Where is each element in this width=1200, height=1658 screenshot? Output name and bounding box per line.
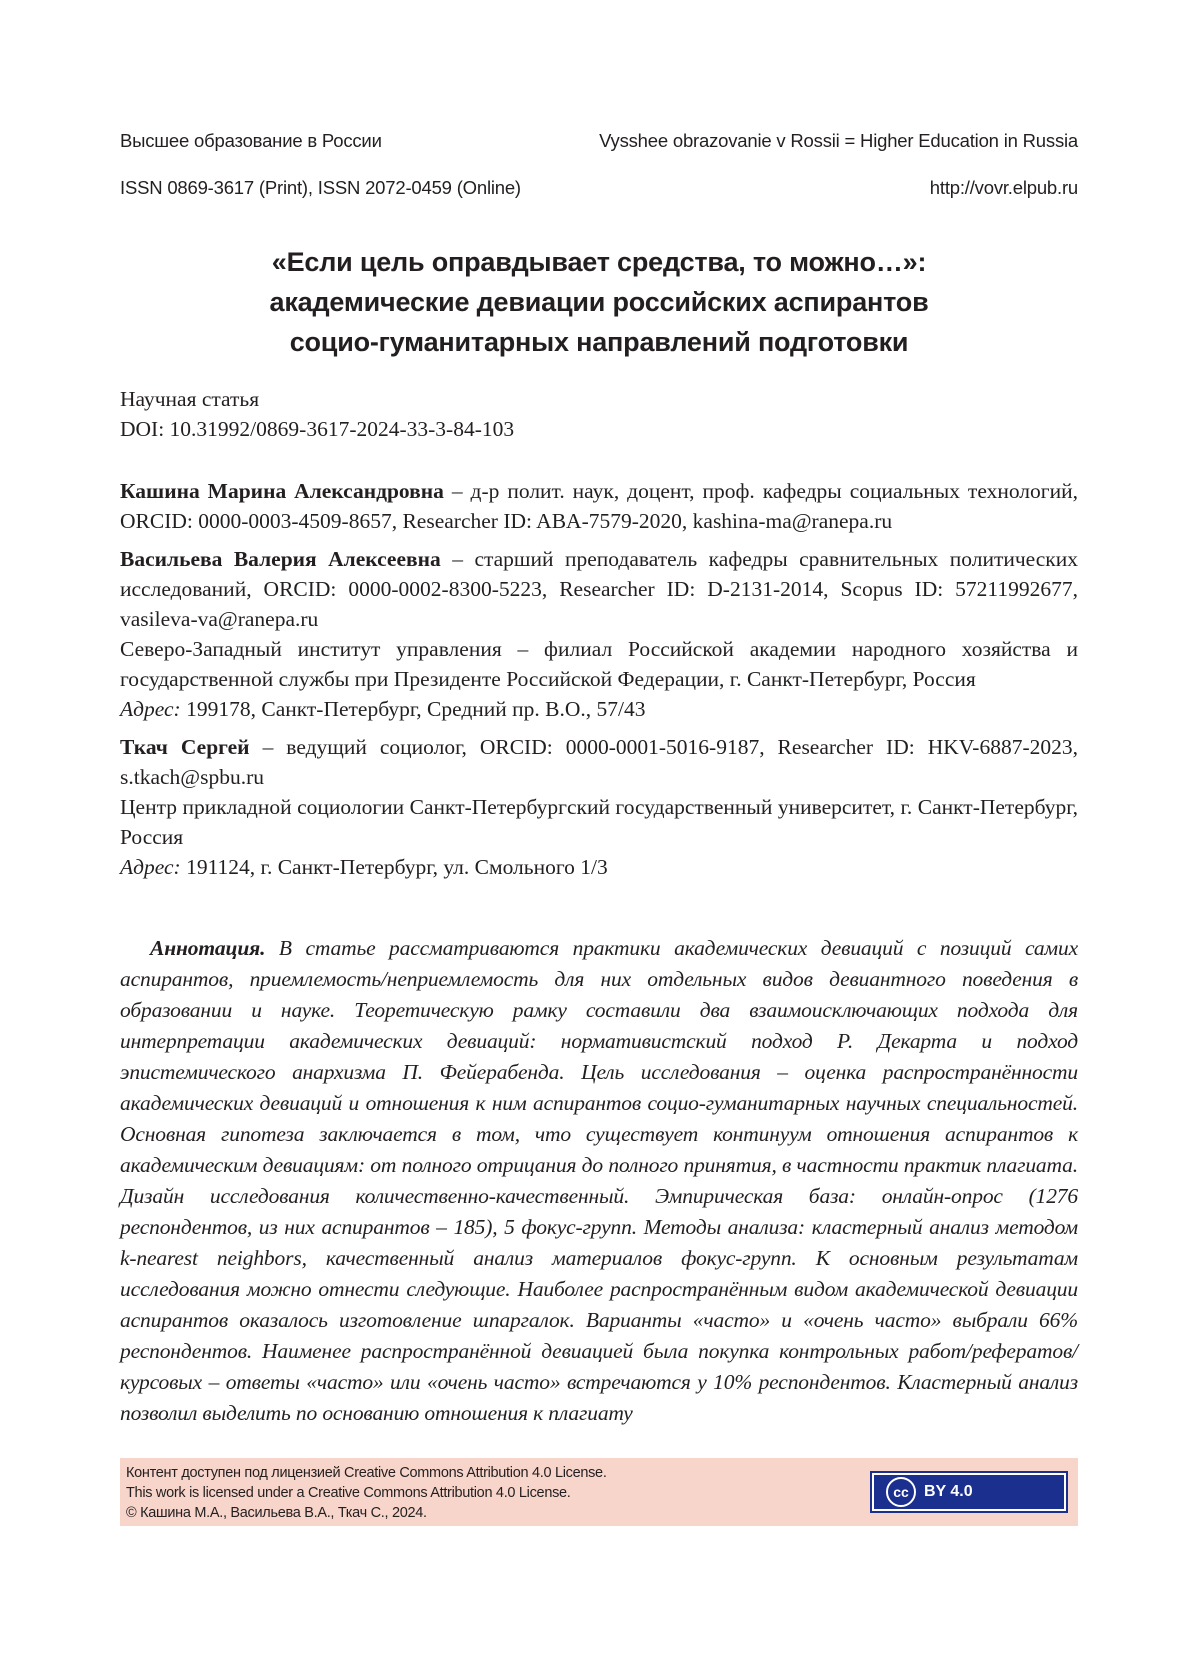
license-box (120, 1458, 1078, 1526)
copyright-line: © Кашина М.А., Васильева В.А., Ткач С., 2024. (126, 1505, 427, 1521)
journal-name-en: Vysshee obrazovanie v Rossii = Higher Education in Russia (599, 130, 1078, 151)
author-entry (120, 544, 1078, 634)
author-details: – старший преподаватель кафедры сравнительных политических исследований, ORCID: 0000-0002-8300-5223, Researcher ID: D-2131-2014, Scopus ID: 57211992677, vasileva-va@ranepa.ru (120, 547, 1078, 631)
author-name: Васильева Валерия Алексеевна (120, 547, 441, 571)
doi[interactable]: DOI: 10.31992/0869-3617-2024-33-3-84-103 (120, 417, 515, 441)
issn: ISSN 0869-3617 (Print), ISSN 2072-0459 (Online) (120, 177, 521, 198)
license-line-en: This work is licensed under a Creative Commons Attribution 4.0 License. (126, 1485, 571, 1501)
author-entry (120, 476, 1078, 536)
journal-url[interactable]: http://vovr.elpub.ru (929, 177, 1078, 198)
abstract (120, 933, 1078, 1429)
author-details: – д-р полит. наук, доцент, проф. кафедры социальных технологий, ORCID: 0000-0003-4509-8657, Researcher ID: ABA-7579-2020, kashina-ma@ranepa.ru (120, 479, 1078, 533)
affiliation-address (120, 852, 1078, 882)
affiliation: Северо-Западный институт управления – филиал Российской академии народного хозяйства и государственной службы при Президенте Российской Федерации, г. Санкт-Петербург, Россия (120, 637, 1078, 691)
creative-commons-icon: cc (886, 1477, 916, 1507)
abstract-label: Аннотация. (150, 936, 266, 960)
affiliation: Центр прикладной социологии Санкт-Петербургский государственный университет, г. Санкт-Петербург, Россия (120, 795, 1078, 849)
article-type: Научная статья (120, 387, 260, 411)
license-line-ru: Контент доступен под лицензией Creative Commons Attribution 4.0 License. (126, 1465, 607, 1481)
article-meta (120, 384, 514, 444)
author-name: Ткач Сергей (120, 735, 250, 759)
address-text: 191124, г. Санкт-Петербург, ул. Смольного 1/3 (180, 855, 608, 879)
cc-by-label: BY 4.0 (924, 1483, 973, 1500)
affiliation-address (120, 694, 1078, 724)
article-title (120, 242, 1078, 362)
authors-block (120, 476, 1078, 890)
address-text: 199178, Санкт-Петербург, Средний пр. В.О., 57/43 (180, 697, 646, 721)
license-text (126, 1463, 607, 1523)
journal-name-ru: Высшее образование в России (120, 130, 382, 151)
title-line: «Если цель оправдывает средства, то можно…»: (271, 247, 927, 277)
cc-by-badge[interactable] (872, 1473, 1066, 1511)
address-label: Адрес: (120, 697, 181, 721)
author-name: Кашина Марина Александровна (120, 479, 444, 503)
title-line: социо-гуманитарных направлений подготовки (289, 327, 909, 357)
author-entry (120, 732, 1078, 792)
title-line: академические девиации российских аспирантов (269, 287, 929, 317)
author-details: – ведущий социолог, ORCID: 0000-0001-5016-9187, Researcher ID: HKV-6887-2023, s.tkach@spbu.ru (120, 735, 1078, 789)
abstract-text: В статье рассматриваются практики академических девиаций с позиций самих аспирантов, приемлемость/неприемлемость для них отдельных видов девиантного поведения в образовании и науке. Теоретическую рамку составили два взаимоисключающих подхода для интерпретации академических девиаций: нормативистский подход Р. Декарта и подход эпистемического анархизма П. Фейерабенда. Цель исследования – оценка распространённости академических девиаций и отношения к ним аспирантов социо-гуманитарных научных специальностей. Основная гипотеза заключается в том, что существует континуум отношения аспирантов к академическим девиациям: от полного отрицания до полного принятия, в частности практик плагиата. Дизайн исследования количественно-качественный. Эмпирическая база: онлайн-опрос (1276 респондентов, из них аспирантов – 185), 5 фокус-групп. Методы анализа: кластерный анализ методом k-nearest neighbors, качественный анализ материалов фокус-групп. К основным результатам исследования можно отнести следующие. Наиболее распространённым видом академической девиации аспирантов оказалось изготовление шпаргалок. Варианты «часто» и «очень часто» выбрали 66% респондентов. Наименее распространённой девиацией была покупка контрольных работ/рефератов/курсовых – ответы «часто» или «очень часто» встречаются у 10% респондентов. Кластерный анализ позволил выделить по основанию отношения к плагиату (120, 936, 1078, 1425)
address-label: Адрес: (120, 855, 181, 879)
